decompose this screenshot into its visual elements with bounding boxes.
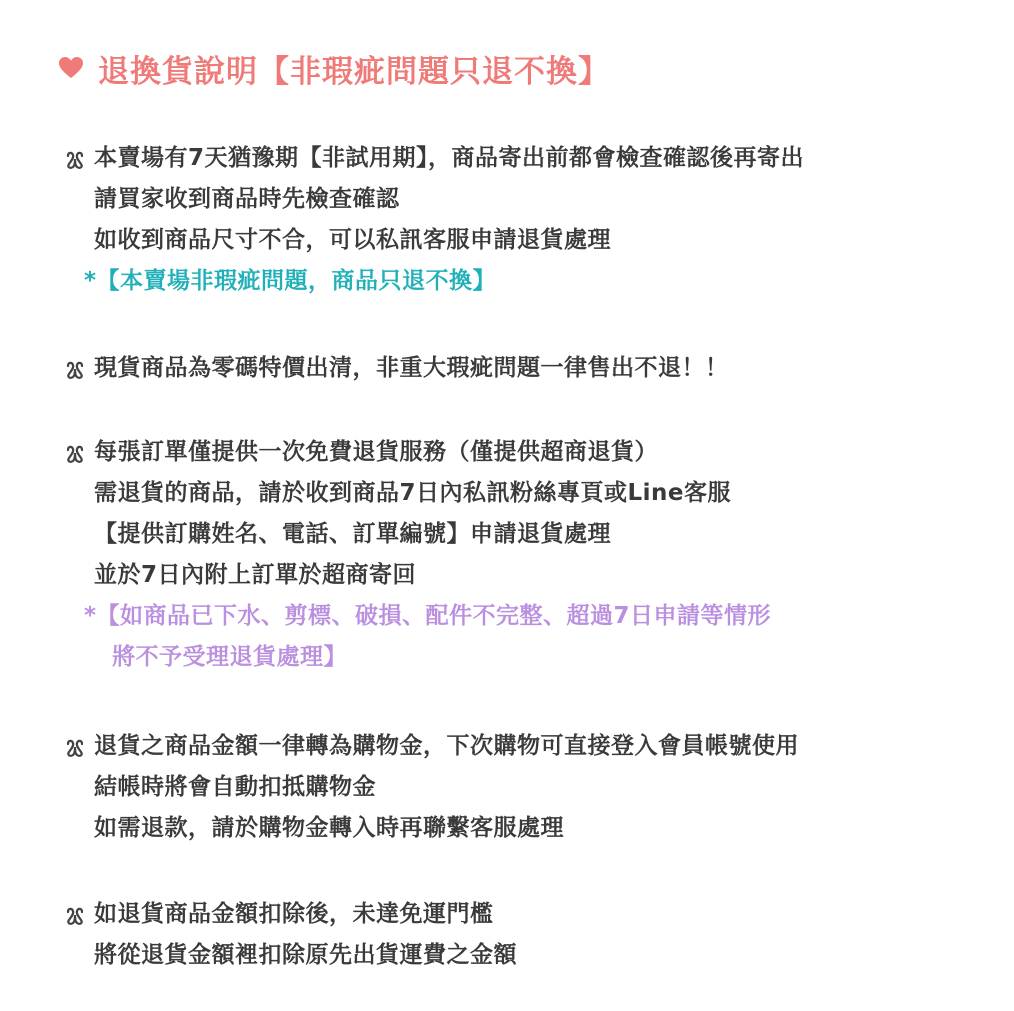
purple-note-continued: 將不予受理退貨處理】 [112, 644, 347, 670]
loop-bullet-icon [64, 904, 86, 926]
loop-bullet-icon [64, 736, 86, 758]
page-header [58, 44, 610, 92]
section-line: 每張訂單僅提供一次免費退貨服務（僅提供超商退貨） [62, 432, 994, 473]
section-line: 【提供訂購姓名、電話、訂單編號】申請退貨處理 [94, 521, 611, 547]
policy-section-shipping-fee [62, 894, 994, 976]
heart-icon [58, 55, 84, 81]
policy-section-clearance [62, 348, 994, 389]
policy-section-store-credit [62, 726, 994, 849]
section-line: 將從退貨金額裡扣除原先出貨運費之金額 [94, 942, 517, 968]
section-line: 如需退款，請於購物金轉入時再聯繫客服處理 [94, 815, 564, 841]
section-line: 並於7日內附上訂單於超商寄回 [94, 562, 417, 588]
section-line: 現貨商品為零碼特價出清，非重大瑕疵問題一律售出不退！！ [62, 348, 994, 389]
section-line: 需退貨的商品，請於收到商品7日內私訊粉絲專頁或Line客服 [94, 480, 732, 506]
loop-bullet-icon [64, 148, 86, 170]
policy-section-free-return [62, 432, 994, 678]
section-line: 本賣場有7天猶豫期【非試用期】，商品寄出前都會檢查確認後再寄出 [62, 138, 994, 179]
cyan-note: *【本賣場非瑕疵問題，商品只退不換】 [84, 268, 497, 294]
policy-section-cooling-off [62, 138, 994, 302]
loop-bullet-icon [64, 358, 86, 380]
purple-note: *【如商品已下水、剪標、破損、配件不完整、超過7日申請等情形 [84, 603, 772, 629]
section-line: 結帳時將會自動扣抵購物金 [94, 774, 376, 800]
page-title: 退換貨說明【非瑕疵問題只退不換】 [98, 53, 610, 90]
loop-bullet-icon [64, 442, 86, 464]
section-line: 請買家收到商品時先檢查確認 [94, 186, 400, 212]
section-line: 如退貨商品金額扣除後，未達免運門檻 [62, 894, 994, 935]
section-line: 如收到商品尺寸不合，可以私訊客服申請退貨處理 [94, 227, 611, 253]
section-line: 退貨之商品金額一律轉為購物金，下次購物可直接登入會員帳號使用 [62, 726, 994, 767]
